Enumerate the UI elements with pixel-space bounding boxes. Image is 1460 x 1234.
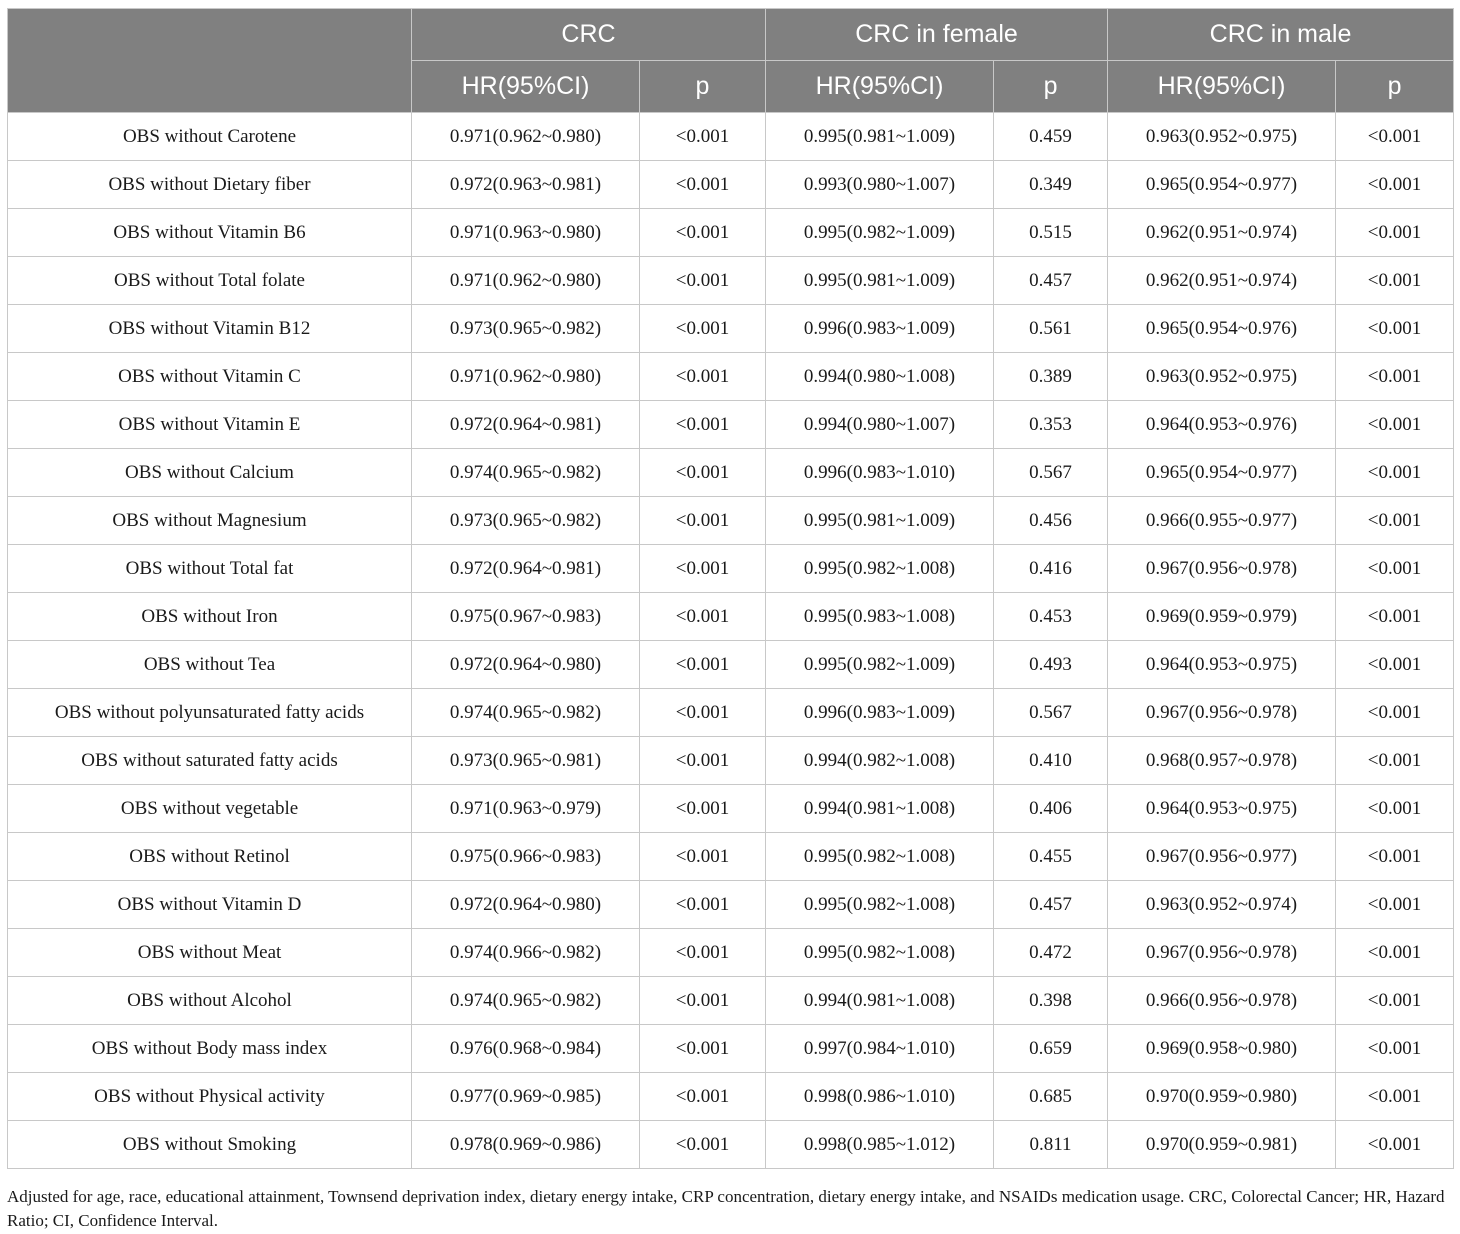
hazard-ratio-table (7, 8, 1454, 1169)
male-hr-cell: 0.962(0.951~0.974) (1108, 257, 1336, 305)
male-hr-cell: 0.963(0.952~0.975) (1108, 113, 1336, 161)
crc-p-cell: <0.001 (640, 977, 766, 1025)
row-label: OBS without vegetable (8, 785, 412, 833)
male-p-cell: <0.001 (1336, 785, 1454, 833)
male-hr-cell: 0.964(0.953~0.975) (1108, 785, 1336, 833)
header-male-p: p (1336, 61, 1454, 113)
male-p-cell: <0.001 (1336, 593, 1454, 641)
male-hr-cell: 0.967(0.956~0.978) (1108, 545, 1336, 593)
row-label: OBS without Retinol (8, 833, 412, 881)
female-hr-cell: 0.995(0.982~1.008) (766, 929, 994, 977)
crc-p-cell: <0.001 (640, 113, 766, 161)
female-hr-cell: 0.994(0.982~1.008) (766, 737, 994, 785)
male-hr-cell: 0.966(0.955~0.977) (1108, 497, 1336, 545)
table-row (8, 257, 1454, 305)
female-hr-cell: 0.995(0.981~1.009) (766, 497, 994, 545)
male-p-cell: <0.001 (1336, 161, 1454, 209)
results-table-container (7, 8, 1453, 1169)
row-label: OBS without Meat (8, 929, 412, 977)
header-male-hr: HR(95%CI) (1108, 61, 1336, 113)
male-hr-cell: 0.967(0.956~0.978) (1108, 689, 1336, 737)
crc-hr-cell: 0.972(0.964~0.981) (412, 401, 640, 449)
female-p-cell: 0.455 (994, 833, 1108, 881)
crc-hr-cell: 0.977(0.969~0.985) (412, 1073, 640, 1121)
crc-hr-cell: 0.974(0.965~0.982) (412, 689, 640, 737)
row-label: OBS without Vitamin B6 (8, 209, 412, 257)
male-hr-cell: 0.965(0.954~0.977) (1108, 161, 1336, 209)
female-hr-cell: 0.998(0.985~1.012) (766, 1121, 994, 1169)
female-p-cell: 0.561 (994, 305, 1108, 353)
table-row (8, 929, 1454, 977)
row-label: OBS without Magnesium (8, 497, 412, 545)
table-row (8, 161, 1454, 209)
female-p-cell: 0.472 (994, 929, 1108, 977)
male-hr-cell: 0.970(0.959~0.980) (1108, 1073, 1336, 1121)
female-p-cell: 0.406 (994, 785, 1108, 833)
row-label: OBS without saturated fatty acids (8, 737, 412, 785)
crc-hr-cell: 0.972(0.963~0.981) (412, 161, 640, 209)
female-hr-cell: 0.995(0.982~1.008) (766, 545, 994, 593)
female-p-cell: 0.567 (994, 689, 1108, 737)
crc-hr-cell: 0.975(0.967~0.983) (412, 593, 640, 641)
male-hr-cell: 0.965(0.954~0.976) (1108, 305, 1336, 353)
crc-p-cell: <0.001 (640, 1121, 766, 1169)
crc-hr-cell: 0.974(0.965~0.982) (412, 977, 640, 1025)
crc-hr-cell: 0.973(0.965~0.982) (412, 497, 640, 545)
crc-p-cell: <0.001 (640, 497, 766, 545)
female-p-cell: 0.389 (994, 353, 1108, 401)
row-label: OBS without Total fat (8, 545, 412, 593)
row-label: OBS without polyunsaturated fatty acids (8, 689, 412, 737)
crc-p-cell: <0.001 (640, 929, 766, 977)
row-label: OBS without Vitamin E (8, 401, 412, 449)
table-row (8, 545, 1454, 593)
crc-hr-cell: 0.973(0.965~0.982) (412, 305, 640, 353)
crc-hr-cell: 0.971(0.963~0.979) (412, 785, 640, 833)
crc-hr-cell: 0.972(0.964~0.980) (412, 641, 640, 689)
male-p-cell: <0.001 (1336, 1121, 1454, 1169)
crc-p-cell: <0.001 (640, 257, 766, 305)
male-p-cell: <0.001 (1336, 545, 1454, 593)
crc-hr-cell: 0.971(0.962~0.980) (412, 257, 640, 305)
crc-hr-cell: 0.976(0.968~0.984) (412, 1025, 640, 1073)
row-label: OBS without Tea (8, 641, 412, 689)
male-p-cell: <0.001 (1336, 449, 1454, 497)
crc-p-cell: <0.001 (640, 593, 766, 641)
female-p-cell: 0.398 (994, 977, 1108, 1025)
female-p-cell: 0.515 (994, 209, 1108, 257)
row-label: OBS without Vitamin C (8, 353, 412, 401)
female-p-cell: 0.349 (994, 161, 1108, 209)
crc-p-cell: <0.001 (640, 689, 766, 737)
female-hr-cell: 0.993(0.980~1.007) (766, 161, 994, 209)
table-header (8, 9, 1454, 113)
header-female-p: p (994, 61, 1108, 113)
female-hr-cell: 0.996(0.983~1.010) (766, 449, 994, 497)
female-hr-cell: 0.995(0.982~1.009) (766, 209, 994, 257)
table-row (8, 449, 1454, 497)
male-hr-cell: 0.968(0.957~0.978) (1108, 737, 1336, 785)
row-label: OBS without Vitamin D (8, 881, 412, 929)
table-row (8, 113, 1454, 161)
crc-p-cell: <0.001 (640, 209, 766, 257)
female-hr-cell: 0.995(0.981~1.009) (766, 113, 994, 161)
crc-p-cell: <0.001 (640, 545, 766, 593)
crc-hr-cell: 0.972(0.964~0.980) (412, 881, 640, 929)
male-hr-cell: 0.964(0.953~0.976) (1108, 401, 1336, 449)
crc-hr-cell: 0.972(0.964~0.981) (412, 545, 640, 593)
male-hr-cell: 0.969(0.958~0.980) (1108, 1025, 1336, 1073)
female-hr-cell: 0.998(0.986~1.010) (766, 1073, 994, 1121)
header-empty-cell (8, 9, 412, 113)
female-p-cell: 0.493 (994, 641, 1108, 689)
header-crc-p: p (640, 61, 766, 113)
male-p-cell: <0.001 (1336, 977, 1454, 1025)
female-hr-cell: 0.995(0.982~1.008) (766, 833, 994, 881)
row-label: OBS without Iron (8, 593, 412, 641)
female-p-cell: 0.685 (994, 1073, 1108, 1121)
male-hr-cell: 0.963(0.952~0.975) (1108, 353, 1336, 401)
row-label: OBS without Calcium (8, 449, 412, 497)
male-p-cell: <0.001 (1336, 209, 1454, 257)
crc-hr-cell: 0.974(0.965~0.982) (412, 449, 640, 497)
male-p-cell: <0.001 (1336, 497, 1454, 545)
header-female-hr: HR(95%CI) (766, 61, 994, 113)
row-label: OBS without Dietary fiber (8, 161, 412, 209)
crc-hr-cell: 0.974(0.966~0.982) (412, 929, 640, 977)
table-row (8, 1025, 1454, 1073)
crc-p-cell: <0.001 (640, 881, 766, 929)
table-row (8, 785, 1454, 833)
male-p-cell: <0.001 (1336, 257, 1454, 305)
crc-p-cell: <0.001 (640, 785, 766, 833)
male-hr-cell: 0.967(0.956~0.977) (1108, 833, 1336, 881)
table-row (8, 977, 1454, 1025)
crc-hr-cell: 0.975(0.966~0.983) (412, 833, 640, 881)
female-hr-cell: 0.994(0.981~1.008) (766, 785, 994, 833)
female-hr-cell: 0.994(0.981~1.008) (766, 977, 994, 1025)
table-row (8, 1073, 1454, 1121)
male-hr-cell: 0.969(0.959~0.979) (1108, 593, 1336, 641)
female-hr-cell: 0.995(0.981~1.009) (766, 257, 994, 305)
crc-p-cell: <0.001 (640, 641, 766, 689)
male-p-cell: <0.001 (1336, 881, 1454, 929)
male-p-cell: <0.001 (1336, 305, 1454, 353)
crc-p-cell: <0.001 (640, 401, 766, 449)
table-row (8, 353, 1454, 401)
table-row (8, 401, 1454, 449)
table-body (8, 113, 1454, 1169)
male-hr-cell: 0.963(0.952~0.974) (1108, 881, 1336, 929)
female-hr-cell: 0.995(0.982~1.009) (766, 641, 994, 689)
female-p-cell: 0.659 (994, 1025, 1108, 1073)
female-hr-cell: 0.997(0.984~1.010) (766, 1025, 994, 1073)
female-hr-cell: 0.996(0.983~1.009) (766, 689, 994, 737)
female-p-cell: 0.456 (994, 497, 1108, 545)
female-p-cell: 0.410 (994, 737, 1108, 785)
header-group-crc: CRC (412, 9, 766, 61)
table-row (8, 881, 1454, 929)
table-row (8, 1121, 1454, 1169)
female-p-cell: 0.567 (994, 449, 1108, 497)
table-row (8, 593, 1454, 641)
crc-hr-cell: 0.973(0.965~0.981) (412, 737, 640, 785)
crc-p-cell: <0.001 (640, 449, 766, 497)
row-label: OBS without Alcohol (8, 977, 412, 1025)
crc-p-cell: <0.001 (640, 833, 766, 881)
crc-hr-cell: 0.971(0.962~0.980) (412, 113, 640, 161)
row-label: OBS without Carotene (8, 113, 412, 161)
table-row (8, 737, 1454, 785)
row-label: OBS without Vitamin B12 (8, 305, 412, 353)
row-label: OBS without Smoking (8, 1121, 412, 1169)
female-hr-cell: 0.995(0.983~1.008) (766, 593, 994, 641)
crc-p-cell: <0.001 (640, 737, 766, 785)
row-label: OBS without Body mass index (8, 1025, 412, 1073)
female-p-cell: 0.353 (994, 401, 1108, 449)
header-group-crc-female: CRC in female (766, 9, 1108, 61)
crc-p-cell: <0.001 (640, 161, 766, 209)
row-label: OBS without Total folate (8, 257, 412, 305)
table-footnote: Adjusted for age, race, educational attainment, Townsend deprivation index, dietary energy intake, CRP concentration, dietary energy intake, and NSAIDs medication usage. CRC, Colorectal Cancer; HR, Hazard Ratio; CI, Confidence Interval. (7, 1187, 1445, 1230)
male-p-cell: <0.001 (1336, 641, 1454, 689)
female-p-cell: 0.457 (994, 881, 1108, 929)
male-p-cell: <0.001 (1336, 1025, 1454, 1073)
female-p-cell: 0.416 (994, 545, 1108, 593)
male-hr-cell: 0.966(0.956~0.978) (1108, 977, 1336, 1025)
male-p-cell: <0.001 (1336, 833, 1454, 881)
crc-hr-cell: 0.978(0.969~0.986) (412, 1121, 640, 1169)
crc-p-cell: <0.001 (640, 1073, 766, 1121)
row-label: OBS without Physical activity (8, 1073, 412, 1121)
female-hr-cell: 0.994(0.980~1.008) (766, 353, 994, 401)
table-row (8, 305, 1454, 353)
female-p-cell: 0.811 (994, 1121, 1108, 1169)
male-hr-cell: 0.965(0.954~0.977) (1108, 449, 1336, 497)
crc-hr-cell: 0.971(0.963~0.980) (412, 209, 640, 257)
male-p-cell: <0.001 (1336, 401, 1454, 449)
table-row (8, 833, 1454, 881)
female-hr-cell: 0.994(0.980~1.007) (766, 401, 994, 449)
crc-hr-cell: 0.971(0.962~0.980) (412, 353, 640, 401)
table-row (8, 497, 1454, 545)
female-p-cell: 0.453 (994, 593, 1108, 641)
crc-p-cell: <0.001 (640, 305, 766, 353)
male-p-cell: <0.001 (1336, 1073, 1454, 1121)
table-row (8, 209, 1454, 257)
table-row (8, 641, 1454, 689)
female-hr-cell: 0.995(0.982~1.008) (766, 881, 994, 929)
crc-p-cell: <0.001 (640, 353, 766, 401)
header-group-crc-male: CRC in male (1108, 9, 1454, 61)
male-p-cell: <0.001 (1336, 929, 1454, 977)
female-p-cell: 0.457 (994, 257, 1108, 305)
male-hr-cell: 0.962(0.951~0.974) (1108, 209, 1336, 257)
male-hr-cell: 0.970(0.959~0.981) (1108, 1121, 1336, 1169)
header-crc-hr: HR(95%CI) (412, 61, 640, 113)
crc-p-cell: <0.001 (640, 1025, 766, 1073)
male-p-cell: <0.001 (1336, 113, 1454, 161)
female-hr-cell: 0.996(0.983~1.009) (766, 305, 994, 353)
table-row (8, 689, 1454, 737)
female-p-cell: 0.459 (994, 113, 1108, 161)
male-p-cell: <0.001 (1336, 689, 1454, 737)
male-p-cell: <0.001 (1336, 737, 1454, 785)
male-hr-cell: 0.967(0.956~0.978) (1108, 929, 1336, 977)
male-p-cell: <0.001 (1336, 353, 1454, 401)
male-hr-cell: 0.964(0.953~0.975) (1108, 641, 1336, 689)
